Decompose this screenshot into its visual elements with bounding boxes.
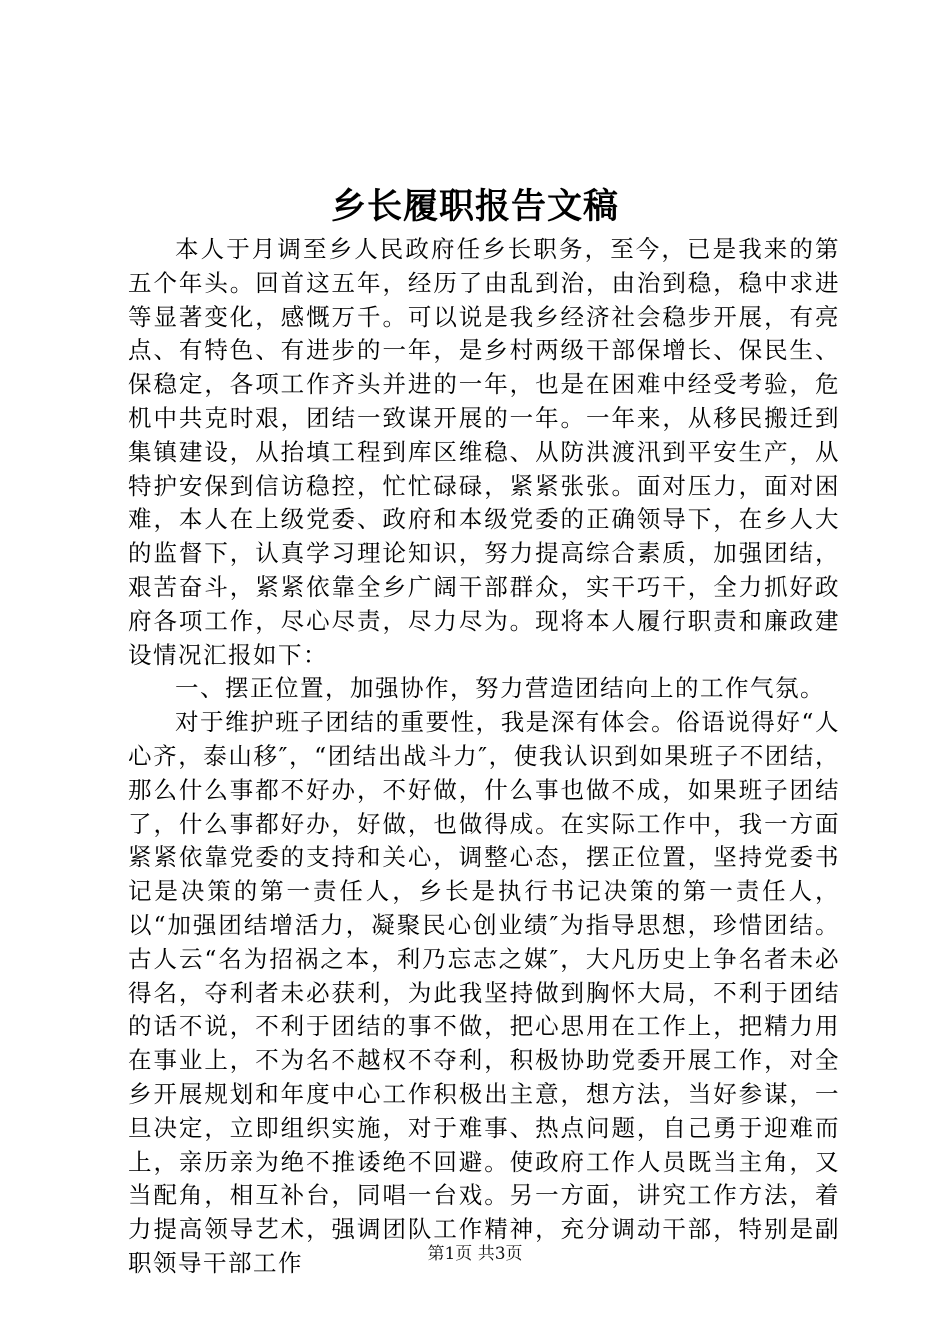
page-number: 第1页 共3页 <box>427 1244 523 1264</box>
paragraph-intro: 本人于月调至乡人民政府任乡长职务，至今，已是我来的第五个年头。回首这五年，经历了由乱到治，由治到稳，稳中求进等显著变化，感慨万千。可以说是我乡经济社会稳步开展，有亮点、有特色、有进步的一年，是乡村两级干部保增长、保民生、保稳定，各项工作齐头并进的一年，也是在困难中经受考验，危机中共克时艰，团结一致谋开展的一年。一年来，从移民搬迁到集镇建设，从抬填工程到库区维稳、从防洪渡汛到平安生产，从特护安保到信访稳控，忙忙碌碌，紧紧张张。面对压力，面对困难，本人在上级党委、政府和本级党委的正确领导下，在乡人大的监督下，认真学习理论知识，努力提高综合素质，加强团结，艰苦奋斗，紧紧依靠全乡广阔干部群众，实干巧干，全力抓好政府各项工作，尽心尽责，尽力尽为。现将本人履行职责和廉政建设情况汇报如下： <box>128 235 840 669</box>
paragraph-section-heading-1: 一、摆正位置，加强协作，努力营造团结向上的工作气氛。 <box>175 674 825 703</box>
document-title: 乡长履职报告文稿 <box>330 186 619 227</box>
document-body <box>128 233 840 1281</box>
paragraph-unity: 对于维护班子团结的重要性，我是深有体会。俗语说得好“人心齐，泰山移″，“团结出战斗力″，使我认识到如果班子不团结，那么什么事都不好办，不好做，什么事也做不成，如果班子团结了，什么事都好办，好做，也做得成。在实际工作中，我一方面紧紧依靠党委的支持和关心，调整心态，摆正位置，坚持党委书记是决策的第一责任人，乡长是执行书记决策的第一责任人，以“加强团结增活力，凝聚民心创业绩″为指导思想，珍惜团结。古人云“名为招祸之本，利乃忘志之媒″，大凡历史上争名者未必得名，夺利者未必获利，为此我坚持做到胸怀大局，不利于团结的话不说，不利于团结的事不做，把心思用在工作上，把精力用在事业上，不为名不越权不夺利，积极协助党委开展工作，对全乡开展规划和年度中心工作积极出主意，想方法，当好参谋，一旦决定，立即组织实施，对于难事、热点问题，自己勇于迎难而上，亲历亲为绝不推诿绝不回避。使政府工作人员既当主角，又当配角，相互补台，同唱一台戏。另一方面，讲究工作方法，着力提高领导艺术，强调团队工作精神，充分调动干部，特别是副职领导干部工作 <box>128 708 840 1277</box>
